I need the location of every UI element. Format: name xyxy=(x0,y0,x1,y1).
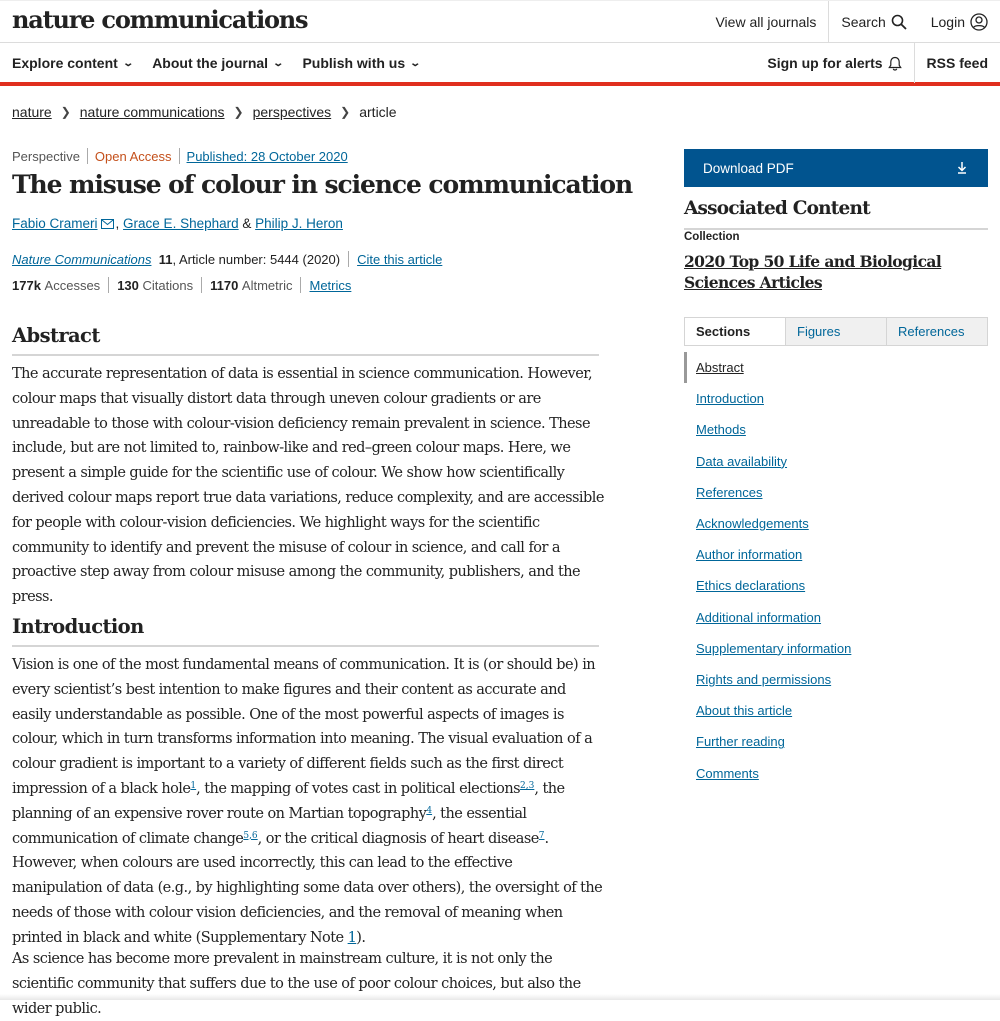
author-list xyxy=(12,216,343,231)
chevron-down-icon: ⌄ xyxy=(409,57,422,69)
introduction-heading: Introduction xyxy=(12,615,144,638)
about-label: About the journal xyxy=(152,55,269,71)
article-type: Perspective xyxy=(12,148,80,164)
publish-menu[interactable] xyxy=(302,55,422,71)
accesses-count: 177k xyxy=(12,277,41,293)
login-button[interactable] xyxy=(919,1,988,43)
article-title: The misuse of colour in science communication xyxy=(12,170,633,199)
divider xyxy=(300,277,301,293)
toc-abstract[interactable]: Abstract xyxy=(684,352,988,383)
divider xyxy=(201,277,202,293)
top-links xyxy=(703,1,988,43)
section-navigation xyxy=(684,352,988,789)
text-run: , the mapping of votes cast in political elections xyxy=(196,780,521,797)
toc-methods[interactable]: Methods xyxy=(696,422,746,438)
explore-label: Explore content xyxy=(12,55,118,71)
section-rule xyxy=(12,645,599,647)
sign-up-alerts-link[interactable] xyxy=(767,55,913,71)
top-bar xyxy=(0,0,1000,43)
alerts-label: Sign up for alerts xyxy=(767,55,883,71)
toc-author-information[interactable]: Author information xyxy=(696,547,803,563)
text-run: , the essential communication of climate change xyxy=(12,805,527,847)
accesses-label: Accesses xyxy=(44,277,101,293)
about-journal-menu[interactable] xyxy=(152,55,285,71)
sidebar-tabs xyxy=(684,317,988,346)
author-separator: , xyxy=(115,216,124,231)
abstract-heading: Abstract xyxy=(12,324,100,347)
toc-introduction[interactable]: Introduction xyxy=(696,391,764,407)
author-link[interactable]: Grace E. Shephard xyxy=(123,216,239,231)
search-icon xyxy=(891,14,907,30)
toc-about-this-article[interactable]: About this article xyxy=(696,703,793,719)
divider xyxy=(914,43,915,83)
introduction-paragraph: As science has become more prevalent in mainstream culture, it is not only the scientific community that suffers due to the use of poor colour choices, but also the wider public. xyxy=(12,951,581,1017)
login-label: Login xyxy=(930,14,965,30)
page-bottom-edge xyxy=(0,994,1000,1000)
divider xyxy=(179,148,180,164)
altmetric-score: 1170 xyxy=(210,277,239,293)
divider xyxy=(108,277,109,293)
chevron-down-icon: ⌄ xyxy=(272,57,285,69)
tab-references[interactable]: References xyxy=(886,318,987,345)
toc-ethics-declarations[interactable]: Ethics declarations xyxy=(696,578,806,594)
reference-link[interactable]: 4 xyxy=(426,805,433,816)
section-rule xyxy=(684,228,988,230)
view-all-label: View all journals xyxy=(715,14,817,30)
chevron-right-icon: ❯ xyxy=(340,105,351,119)
article-meta xyxy=(12,148,348,164)
tab-sections[interactable]: Sections xyxy=(685,318,785,345)
collection-title-link[interactable]: 2020 Top 50 Life and Biological Sciences Articles xyxy=(684,252,942,292)
divider xyxy=(87,148,88,164)
text-run: , the planning of an expensive rover route on Martian topography xyxy=(12,780,565,822)
reference-link[interactable]: 2,3 xyxy=(520,780,535,791)
breadcrumb-nature-communications[interactable]: nature communications xyxy=(79,104,225,120)
text-run: Vision is one of the most fundamental means of communication. It is (or should be) in every scientist’s best intention to make figures and their content as accurate and easily understandable as possible. One of the most powerful aspects of images is colour, which in turn transforms information into meaning. The visual evaluation of a colour gradient is important to a variety of different fields such as the first direct impression of a black hole xyxy=(12,657,596,797)
search-label: Search xyxy=(841,14,886,30)
toc-rights-and-permissions[interactable]: Rights and permissions xyxy=(696,671,832,687)
toc-additional-information[interactable]: Additional information xyxy=(696,609,822,625)
toc-comments[interactable]: Comments xyxy=(696,765,759,781)
collection-label: Collection xyxy=(684,231,740,243)
open-access-badge: Open Access xyxy=(94,148,172,164)
author-link[interactable]: Fabio Crameri xyxy=(12,216,98,231)
article-number: , Article number: 5444 (2020) xyxy=(172,251,341,267)
journal-logo[interactable]: nature communications xyxy=(12,5,308,34)
rss-feed-link[interactable]: RSS feed xyxy=(926,55,988,71)
toc-supplementary-information[interactable]: Supplementary information xyxy=(696,640,852,656)
search-button[interactable] xyxy=(829,1,918,43)
user-icon xyxy=(970,13,988,31)
citations-count: 130 xyxy=(117,277,139,293)
divider xyxy=(348,251,349,267)
author-separator: & xyxy=(238,216,256,231)
reference-link[interactable]: 5,6 xyxy=(243,830,258,841)
chevron-right-icon: ❯ xyxy=(60,105,71,119)
explore-content-menu[interactable] xyxy=(12,55,132,71)
publish-label: Publish with us xyxy=(302,55,406,71)
abstract-text: The accurate representation of data is essential in science communication. However, colour maps that visually distort data through uneven colour gradients or are unreadable to those with colour-vision deficiency remain prevalent in science. These include, but are not limited to, rainbow-like and red–green colour maps. Here, we present a simple guide for the scientific use of colour. We show how scientifically derived colour maps report true data variations, reduce complexity, and are accessible for people with colour-vision deficiencies. We highlight ways for the scientific community to identify and prevent the misuse of colour in science, and call for a proactive step away from colour misuse among the community, publishers, and the press. xyxy=(12,366,604,606)
associated-content-heading: Associated Content xyxy=(684,198,870,219)
citations-label: Citations xyxy=(142,277,194,293)
citation-line xyxy=(12,251,442,267)
altmetric-label: Altmetric xyxy=(241,277,293,293)
reference-link[interactable]: 1 xyxy=(190,780,197,791)
view-all-journals-link[interactable] xyxy=(703,1,828,43)
mail-icon[interactable] xyxy=(101,219,114,229)
author-link[interactable]: Philip J. Heron xyxy=(255,216,343,231)
text-run: ). xyxy=(356,929,366,946)
reference-link[interactable]: 7 xyxy=(538,830,545,841)
supplementary-note-link[interactable]: 1 xyxy=(347,929,357,946)
toc-acknowledgements[interactable]: Acknowledgements xyxy=(696,516,809,532)
bell-icon xyxy=(888,56,902,71)
chevron-down-icon: ⌄ xyxy=(122,57,134,69)
text-run: , or the critical diagnosis of heart disease xyxy=(257,830,539,847)
section-rule xyxy=(12,354,599,356)
breadcrumb-current: article xyxy=(359,104,397,120)
article-metrics xyxy=(12,277,351,293)
toc-references[interactable]: References xyxy=(696,484,763,500)
main-nav xyxy=(0,43,1000,86)
download-icon xyxy=(956,161,968,174)
volume-number: 11 xyxy=(158,251,173,267)
tab-figures[interactable]: Figures xyxy=(785,318,886,345)
breadcrumb-nature[interactable]: nature xyxy=(12,104,52,120)
download-label: Download PDF xyxy=(703,160,794,176)
text-run: . However, when colours are used incorrectly, this can lead to the effective manipulation of data (e.g., by highlighting some data over others), the oversight of the needs of those with colour vision deficiencies, and the removal of meaning when printed in black and white (Supplementary Note xyxy=(12,830,603,946)
cite-article-link[interactable]: Cite this article xyxy=(357,251,443,267)
journal-name-link[interactable]: Nature Communications xyxy=(12,251,152,267)
introduction-paragraph xyxy=(12,653,604,951)
toc-data-availability[interactable]: Data availability xyxy=(696,453,788,469)
breadcrumb xyxy=(12,104,397,120)
download-pdf-button[interactable] xyxy=(684,149,988,187)
breadcrumb-perspectives[interactable]: perspectives xyxy=(252,104,332,120)
chevron-right-icon: ❯ xyxy=(233,105,244,119)
toc-further-reading[interactable]: Further reading xyxy=(696,734,785,750)
metrics-link[interactable]: Metrics xyxy=(309,277,352,293)
published-date-link[interactable]: Published: 28 October 2020 xyxy=(186,148,348,164)
